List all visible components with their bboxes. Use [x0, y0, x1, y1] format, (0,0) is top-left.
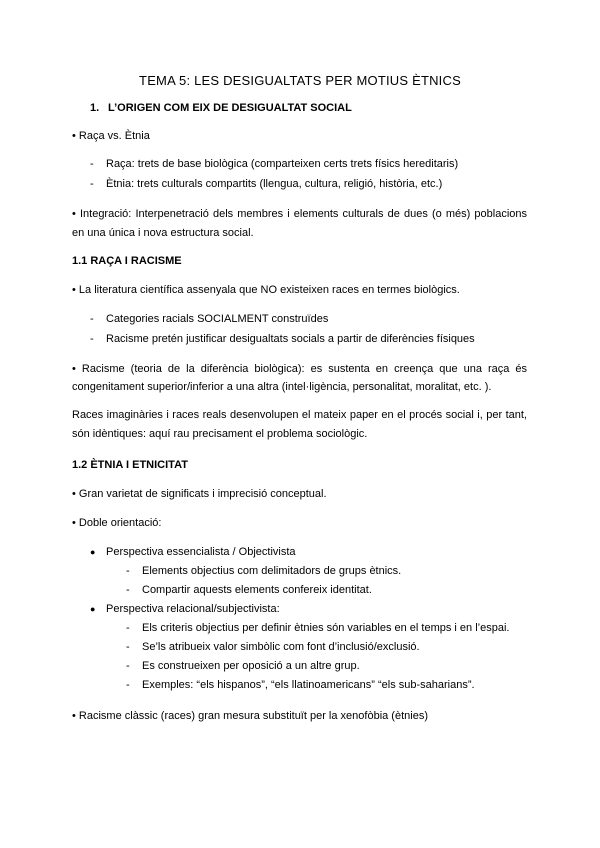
list-item — [126, 583, 372, 597]
perspective-label: Perspectiva relacional/subjectivista: — [106, 603, 280, 615]
list-item-text: Es construeixen per oposició a un altre grup. — [142, 660, 360, 672]
list-item-text: Racisme pretén justificar desigualtats socials a partir de diferències físiques — [106, 333, 475, 345]
list-item — [90, 332, 475, 346]
perspective-item — [90, 545, 296, 559]
list-item — [90, 157, 458, 171]
page-title: TEMA 5: LES DESIGUALTATS PER MOTIUS ÈTNICS — [139, 73, 461, 88]
section-1-1-heading: 1.1 RAÇA I RACISME — [72, 255, 182, 267]
dash-marker: - — [126, 622, 130, 634]
classic-racism-line: • Racisme clàssic (races) gran mesura substituït per la xenofòbia (ètnies) — [72, 710, 428, 722]
list-item-text: Ètnia: trets culturals compartits (llengua, cultura, religió, història, etc.) — [106, 178, 443, 190]
dash-marker: - — [126, 584, 130, 596]
list-item-text: Raça: trets de base biològica (comparteixen certs trets físics hereditaris) — [106, 158, 459, 170]
list-item-text: Categories racials SOCIALMENT construïdes — [106, 313, 329, 325]
list-item — [90, 177, 442, 191]
bullet-icon: ● — [90, 547, 96, 557]
bullet-icon: ● — [90, 604, 96, 614]
dash-marker: - — [90, 333, 94, 345]
list-item — [126, 564, 401, 578]
race-vs-ethnic-line: • Raça vs. Ètnia — [72, 130, 150, 142]
dash-marker: - — [126, 660, 130, 672]
section-1-heading: L’ORIGEN COM EIX DE DESIGUALTAT SOCIAL — [108, 102, 352, 114]
integration-paragraph-line-1: • Integració: Interpenetració dels membres i elements culturals de dues (o més) poblacions — [72, 208, 527, 220]
integration-paragraph-line-2: en una única i nova estructura social. — [72, 227, 254, 239]
section-1-number: 1. — [90, 102, 100, 114]
races-paragraph-line-1: Races imaginàries i races reals desenvolupen el mateix paper en el procés social i, per tant, — [72, 409, 527, 421]
list-item — [126, 659, 360, 673]
dash-marker: - — [126, 641, 130, 653]
dash-marker: - — [90, 313, 94, 325]
dash-marker: - — [90, 178, 94, 190]
list-item-text: Se’ls atribueix valor simbòlic com font d’inclusió/exclusió. — [142, 641, 420, 653]
list-item-text: Exemples: “els hispanos”, “els llatinoamericans” “els sub-saharians”. — [142, 679, 475, 691]
double-orientation-line: • Doble orientació: — [72, 517, 162, 529]
literature-line: • La literatura científica assenyala que NO existeixen races en termes biològics. — [72, 284, 460, 296]
racism-paragraph-line-1: • Racisme (teoria de la diferència biològica): es sustenta en creença que una raça és — [72, 363, 527, 375]
dash-marker: - — [90, 158, 94, 170]
perspective-item — [90, 602, 280, 616]
list-item-text: Compartir aquests elements confereix identitat. — [142, 584, 372, 596]
dash-marker: - — [126, 679, 130, 691]
list-item — [126, 640, 420, 654]
perspective-label: Perspectiva essencialista / Objectivista — [106, 546, 296, 558]
racism-paragraph-line-2: congenitament superior/inferior a una altra (intel·ligència, personalitat, moralitat, etc. ). — [72, 381, 492, 393]
list-item-text: Elements objectius com delimitadors de grups ètnics. — [142, 565, 402, 577]
list-item — [126, 621, 509, 635]
list-item-text: Els criteris objectius per definir ètnies són variables en el temps i en l’espai. — [142, 622, 510, 634]
section-1-2-heading: 1.2 ÈTNIA I ETNICITAT — [72, 459, 188, 471]
list-item — [126, 678, 475, 692]
variety-line: • Gran varietat de significats i imprecisió conceptual. — [72, 488, 327, 500]
list-item — [90, 312, 328, 326]
races-paragraph-line-2: són idèntiques: aquí rau precisament el problema sociològic. — [72, 428, 368, 440]
dash-marker: - — [126, 565, 130, 577]
